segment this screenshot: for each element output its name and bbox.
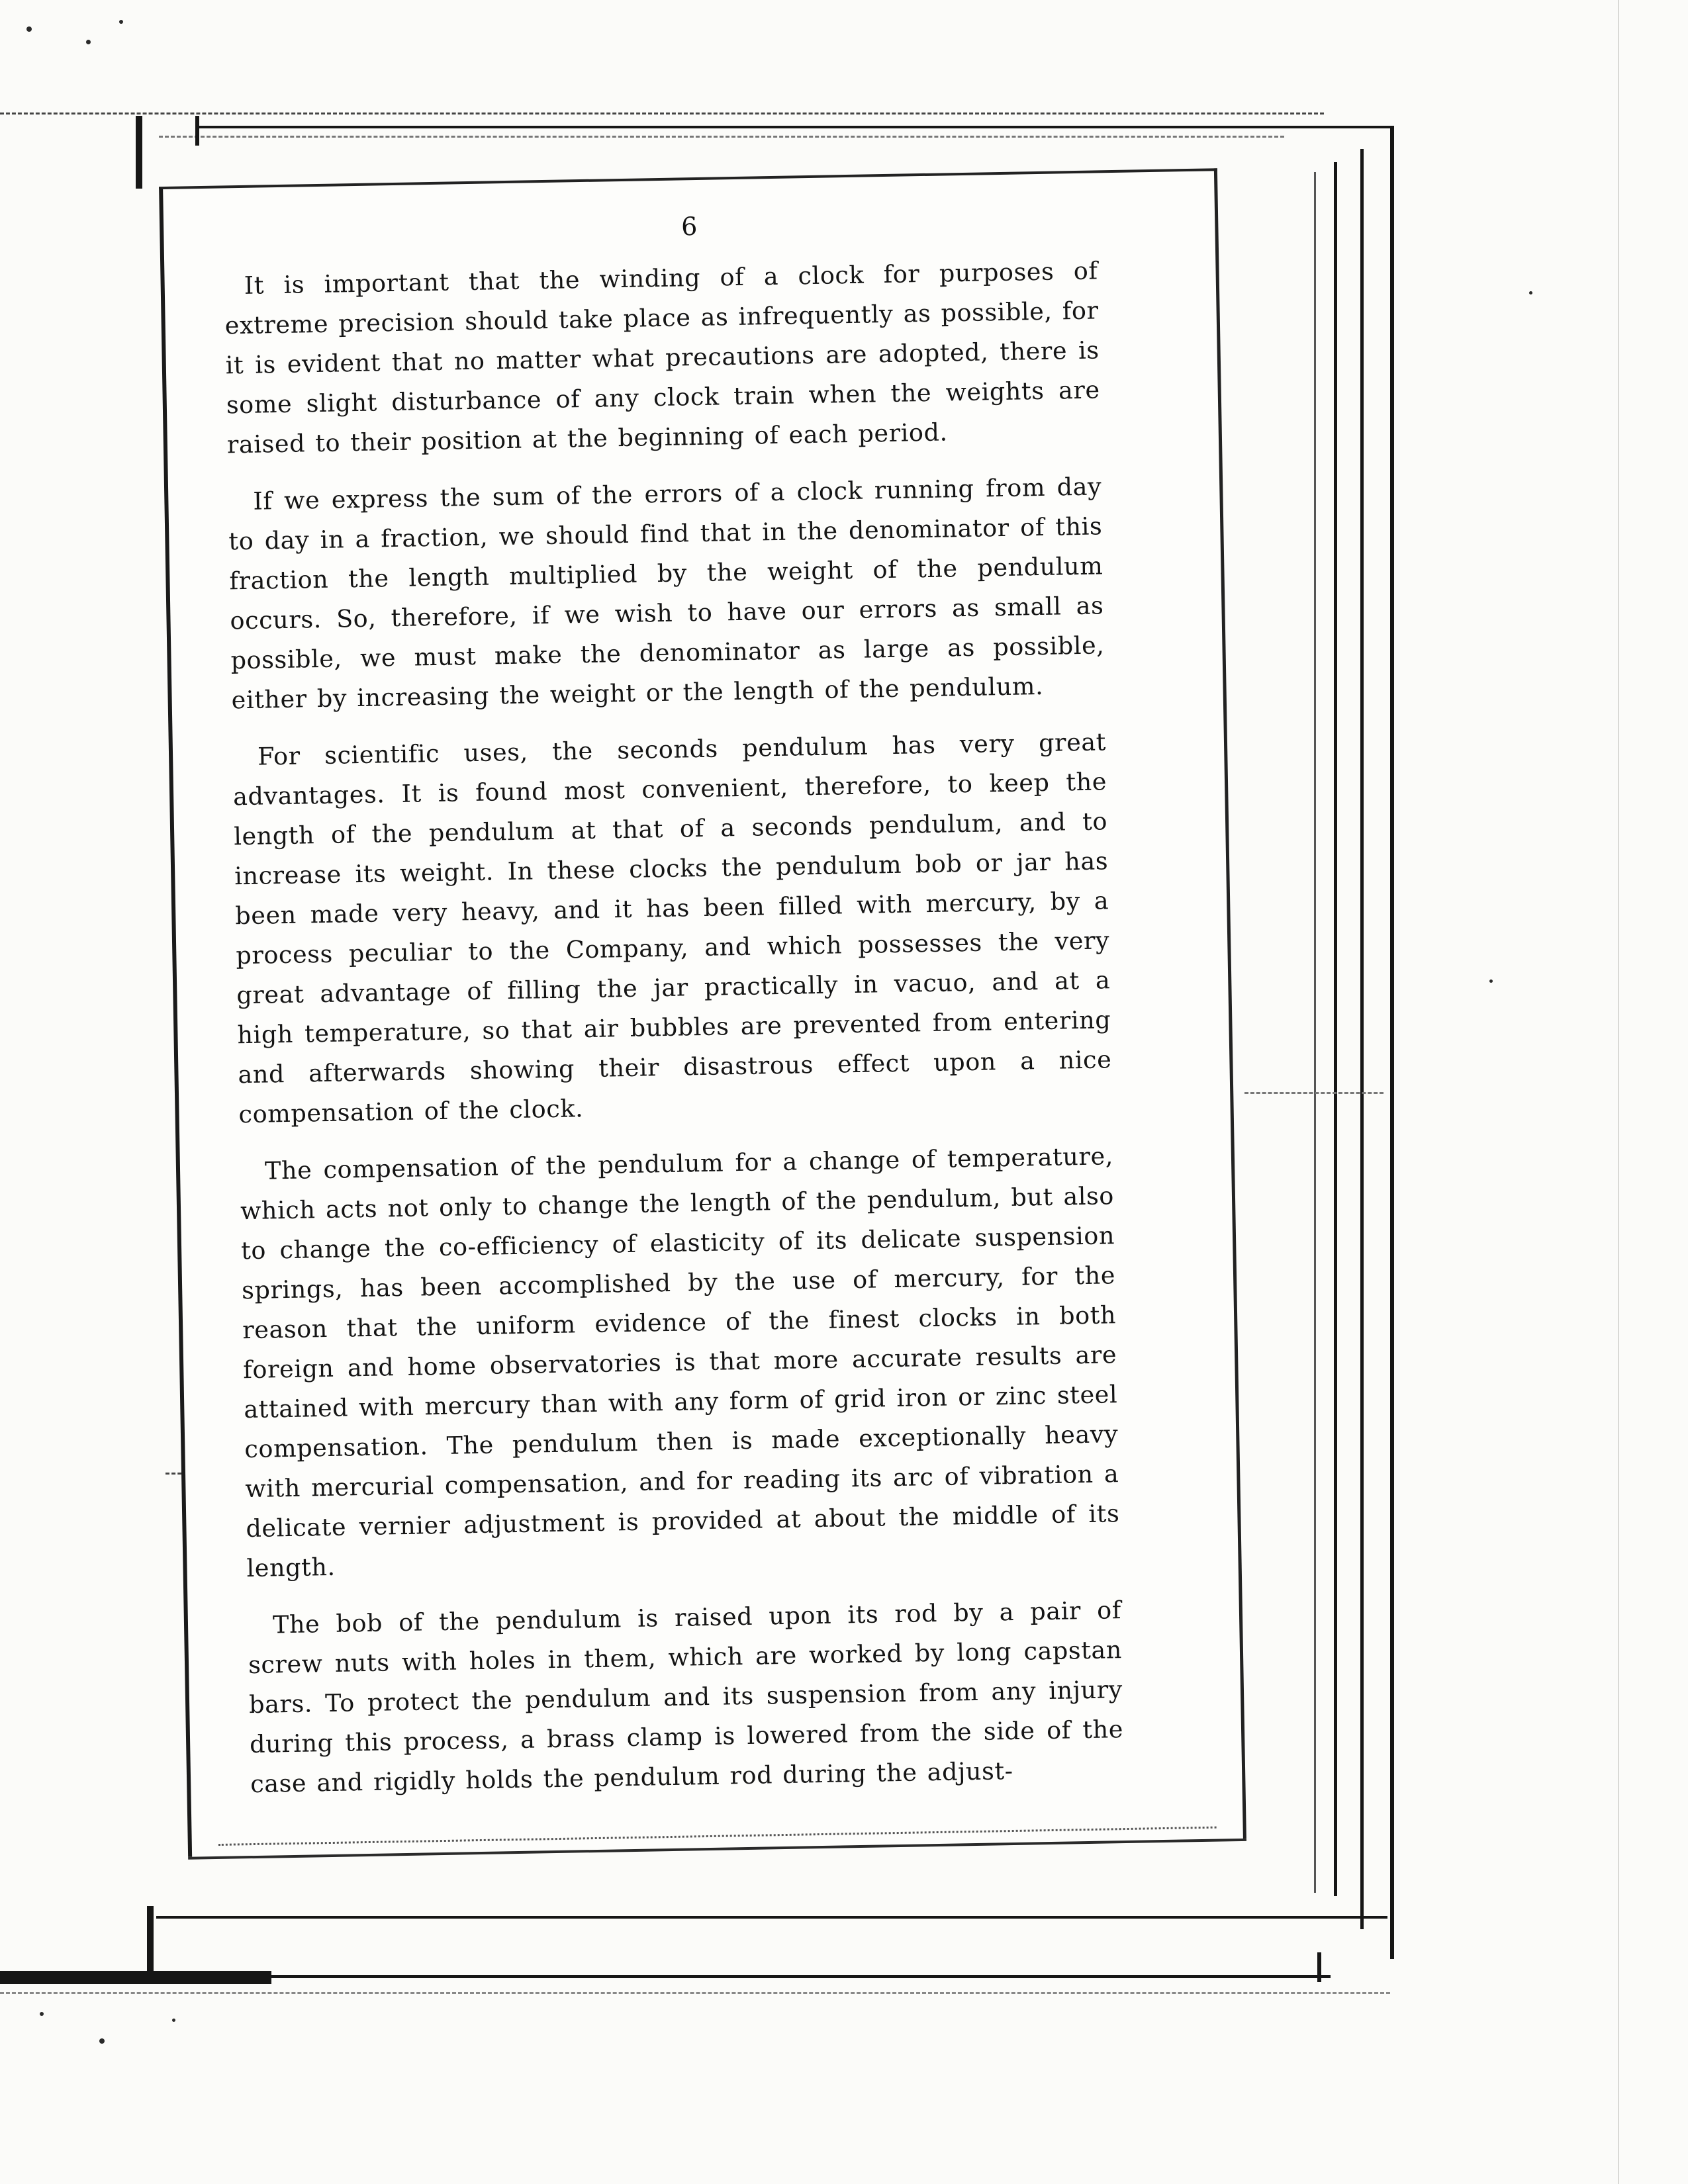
top-dashed-edge	[0, 113, 1324, 114]
outer-left-edge	[147, 1906, 154, 1979]
speckle	[40, 2012, 44, 2016]
speckle	[86, 40, 91, 44]
mid-right-dash	[1244, 1092, 1383, 1094]
page-number: 6	[680, 211, 698, 242]
outer-bottom-line-2	[156, 1916, 1387, 1919]
outer-right-edge	[1390, 126, 1394, 1959]
speckle	[1529, 291, 1532, 295]
far-right-scan-line	[1618, 0, 1619, 2184]
speckle	[1489, 979, 1493, 983]
right-stack-edge-2	[1360, 149, 1364, 1929]
paragraph-winding: It is important that the winding of a clock for purposes of extreme precision should take place as infrequently as possible, for it is evident that no matter what precautions are adopted, there is some slight disturbance of any clock train when the weights are raised to their position at the beginning of each period.	[224, 256, 1101, 459]
outer-bottom-tick	[1317, 1952, 1321, 1982]
outer-bottom-line	[271, 1975, 1331, 1978]
speckle	[119, 20, 123, 24]
paragraph-compensation: The compensation of the pendulum for a change of temperature, which acts not only to change the length of the pendulum, but also to change the co-efficiency of elasticity of its delicate suspension springs, has been accomplished by the use of mercury, for the reason that the uniform evidence of the finest clocks in both foreign and home observatories is that more accurate results are attained with mercury than with any form of grid iron or zinc steel compensation. The pendulum then is made exceptionally heavy with mercurial compensation, and for reading its arc of vibration a delicate vernier adjustment is provided at about the middle of its length.	[240, 1142, 1120, 1583]
speckle	[26, 26, 32, 32]
right-stack-edge-1	[1334, 162, 1337, 1896]
body-text	[224, 251, 1125, 1821]
outer-top-line	[199, 126, 1390, 128]
right-stack-edge-3	[1314, 172, 1316, 1893]
top-dashed-edge-2	[159, 136, 1284, 138]
outer-left-marker	[136, 116, 142, 189]
speckle	[99, 2038, 105, 2044]
paragraph-seconds-pendulum: For scientific uses, the seconds pendulum has very great advantages. It is found most convenient, therefore, to keep the length of the pendulum at that of a seconds pendulum, and to increase its weight. In these clocks the pendulum bob or jar has been made very heavy, and it has been filled with mercury, by a process peculiar to the Company, and which possesses the very great advantage of filling the jar practically in vacuo, and at a high temperature, so that air bubbles are prevented from entering and afterwards showing their disastrous effect upon a nice compensation of the clock.	[232, 727, 1112, 1129]
outer-bottom-bar	[0, 1971, 271, 1984]
bottom-dashed-edge	[0, 1992, 1390, 1994]
document-page	[159, 168, 1246, 1857]
outer-left-marker-2	[195, 116, 199, 146]
paragraph-errors: If we express the sum of the errors of a clock running from day to day in a fraction, we should find that in the denominator of this fraction the length multiplied by the weight of the pendulum occurs. So, therefore, if we wish to have our errors as small as possible, we must make the denominator as large as possible, either by increasing the weight or the length of the pendulum.	[228, 472, 1105, 715]
speckle	[172, 2019, 175, 2022]
paragraph-bob: The bob of the pendulum is raised upon its rod by a pair of screw nuts with holes in them, which are worked by long capstan bars. To protect the pendulum and its suspension from any injury during this process, a brass clamp is lowered from the side of the case and rigidly holds the pendulum rod during the adjust-	[248, 1596, 1124, 1799]
